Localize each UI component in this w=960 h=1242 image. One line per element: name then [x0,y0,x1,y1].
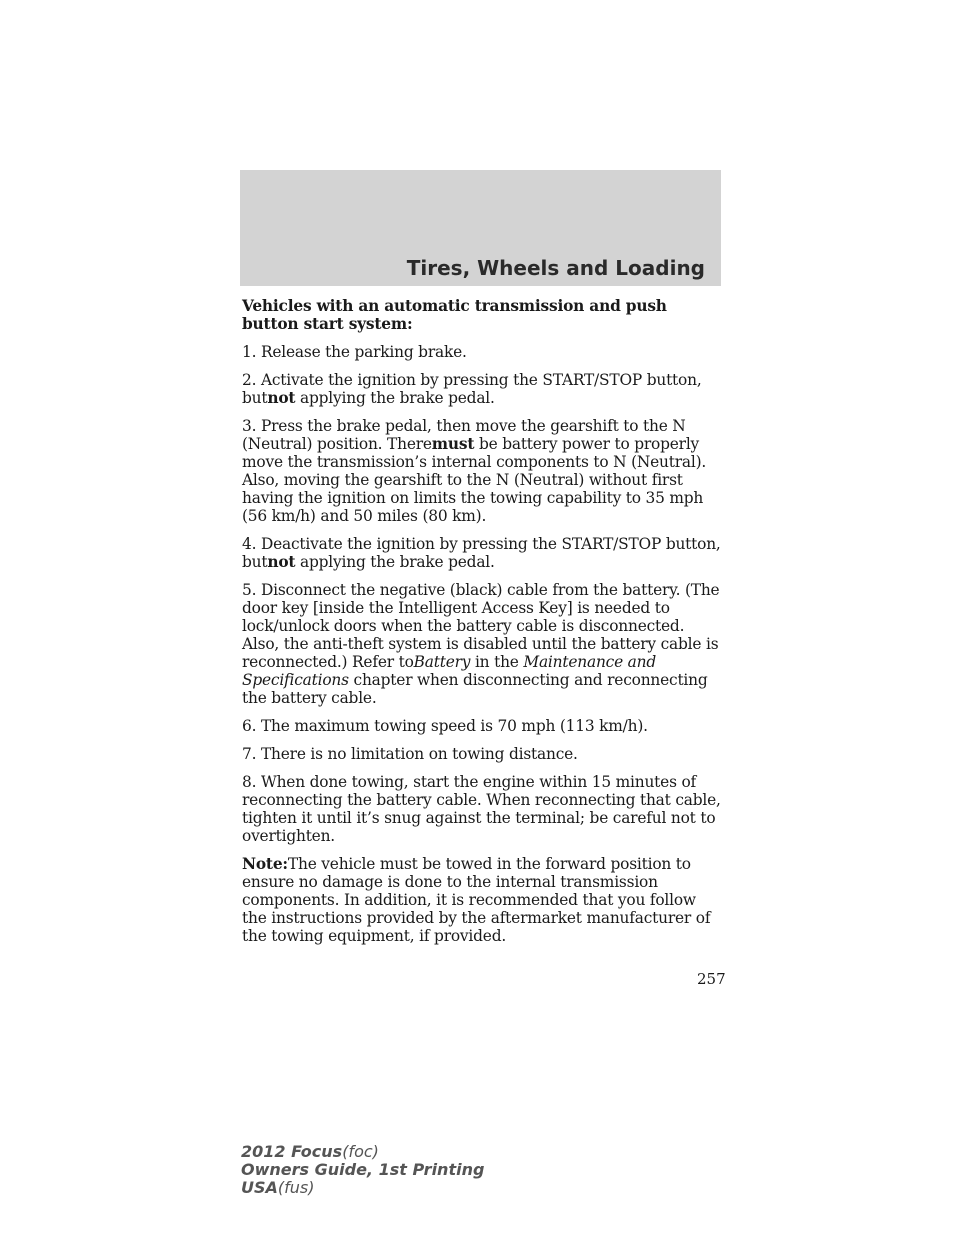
page-content [242,297,724,955]
document-footer [241,1143,484,1197]
step-4-emphasis: not [267,553,296,571]
section-header-band [240,170,721,286]
note-label: Note: [242,855,288,873]
step-5-chapter-ref: Maintenance and Specifications [242,653,657,689]
step-5-text-a: 5. Disconnect the negative (black) cable from the battery. (The door key [inside the Intelligent Access Key] is needed to lock/unlock doors when the battery cable is disconnected. Also, the anti-theft system is disabled until the battery cable is reconnected.) Refer to [242,581,720,671]
step-2 [242,371,724,407]
step-2-text-a: 2. Activate the ignition by pressing the START/STOP button, but [242,371,702,407]
step-1: 1. Release the parking brake. [242,343,467,361]
step-3-emphasis: must [431,435,475,453]
footer-market: USA [241,1178,278,1197]
footer-model: 2012 Focus [241,1142,343,1161]
step-5-text-c: chapter when disconnecting and reconnecting the battery cable. [242,671,708,707]
step-2-emphasis: not [267,389,296,407]
note-paragraph [242,855,724,945]
step-8: 8. When done towing, start the engine within 15 minutes of reconnecting the battery cable. When reconnecting that cable, tighten it until it’s snug against the terminal; be careful not to overtighten. [242,773,721,845]
step-4 [242,535,724,571]
step-4-text-a: 4. Deactivate the ignition by pressing the START/STOP button, but [242,535,721,571]
step-3 [242,417,724,525]
footer-line-1 [241,1143,484,1161]
section-title: Tires, Wheels and Loading [406,256,705,280]
footer-model-code: (foc) [342,1142,379,1161]
footer-market-code: (fus) [277,1178,315,1197]
footer-line-2: Owners Guide, 1st Printing [241,1160,485,1179]
step-5-battery-ref: Battery [413,653,471,671]
step-2-text-b: applying the brake pedal. [295,389,495,407]
step-5 [242,581,724,707]
page-number: 257 [697,970,726,988]
step-3-text-b: be battery power to properly move the transmission’s internal components to N (Neutral). Also, moving the gearshift to the N (Neutral) without first having the ignition on limits the towing capability to 35 mph (56 km/h) and 50 miles (80 km). [242,435,707,525]
note-text: The vehicle must be towed in the forward position to ensure no damage is done to the internal transmission components. In addition, it is recommended that you follow the instructions provided by the aftermarket manufacturer of the towing equipment, if provided. [242,855,711,945]
procedure-heading: Vehicles with an automatic transmission and push button start system: [242,297,667,333]
step-6: 6. The maximum towing speed is 70 mph (113 km/h). [242,717,648,735]
step-4-text-b: applying the brake pedal. [295,553,495,571]
footer-line-3 [241,1179,484,1197]
step-7: 7. There is no limitation on towing distance. [242,745,578,763]
step-5-text-b: in the [470,653,524,671]
step-3-text-a: 3. Press the brake pedal, then move the gearshift to the N (Neutral) position. There [242,417,686,453]
